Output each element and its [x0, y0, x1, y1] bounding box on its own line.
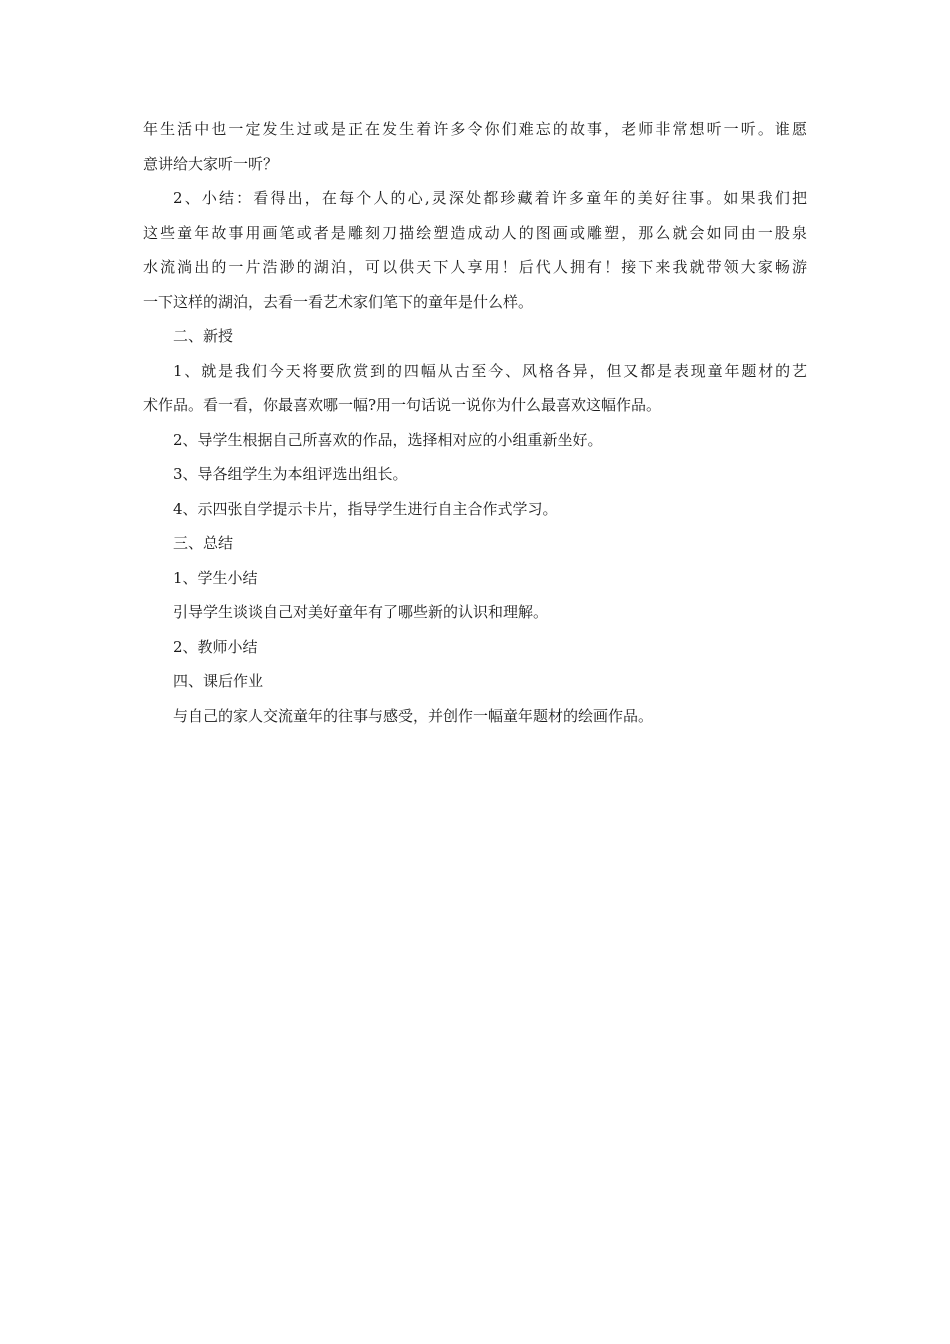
paragraph-line: 一下这样的湖泊，去看一看艺术家们笔下的童年是什么样。: [143, 292, 534, 311]
paragraph-line: 术作品。看一看，你最喜欢哪一幅?用一句话说一说你为什么最喜欢这幅作品。: [143, 396, 662, 414]
paragraph-line: 2、小结：看得出，在每个人的心,灵深处都珍藏着许多童年的美好往事。如果我们把: [173, 189, 807, 207]
subheading: 2、教师小结: [173, 637, 258, 656]
subheading: 1、学生小结: [173, 568, 258, 587]
paragraph-line: 意讲给大家听一听？: [143, 154, 279, 173]
list-item: 3、导各组学生为本组评选出组长。: [173, 465, 408, 483]
document-page: [143, 112, 807, 733]
paragraph-line: 引导学生谈谈自己对美好童年有了哪些新的认识和理解。: [173, 603, 549, 621]
paragraph-line: 这些童年故事用画笔或者是雕刻刀描绘塑造成动人的图画或雕塑，那么就会如同由一股泉: [143, 223, 807, 242]
list-item: 4、示四张自学提示卡片，指导学生进行自主合作式学习。: [173, 499, 558, 518]
section-heading: 二、新授: [173, 327, 234, 345]
paragraph-line: 年生活中也一定发生过或是正在发生着许多令你们难忘的故事，老师非常想听一听。谁愿: [143, 120, 807, 138]
list-item: 2、导学生根据自己所喜欢的作品，选择相对应的小组重新坐好。: [173, 430, 603, 449]
paragraph-line: 与自己的家人交流童年的往事与感受，并创作一幅童年题材的绘画作品。: [173, 706, 654, 725]
section-heading: 四、课后作业: [173, 672, 264, 690]
paragraph-line: 1、就是我们今天将要欣赏到的四幅从古至今、风格各异，但又都是表现童年题材的艺: [173, 361, 807, 380]
section-heading: 三、总结: [173, 534, 234, 552]
paragraph-line: 水流淌出的一片浩渺的湖泊，可以供天下人享用！后代人拥有！接下来我就带领大家畅游: [143, 258, 807, 276]
